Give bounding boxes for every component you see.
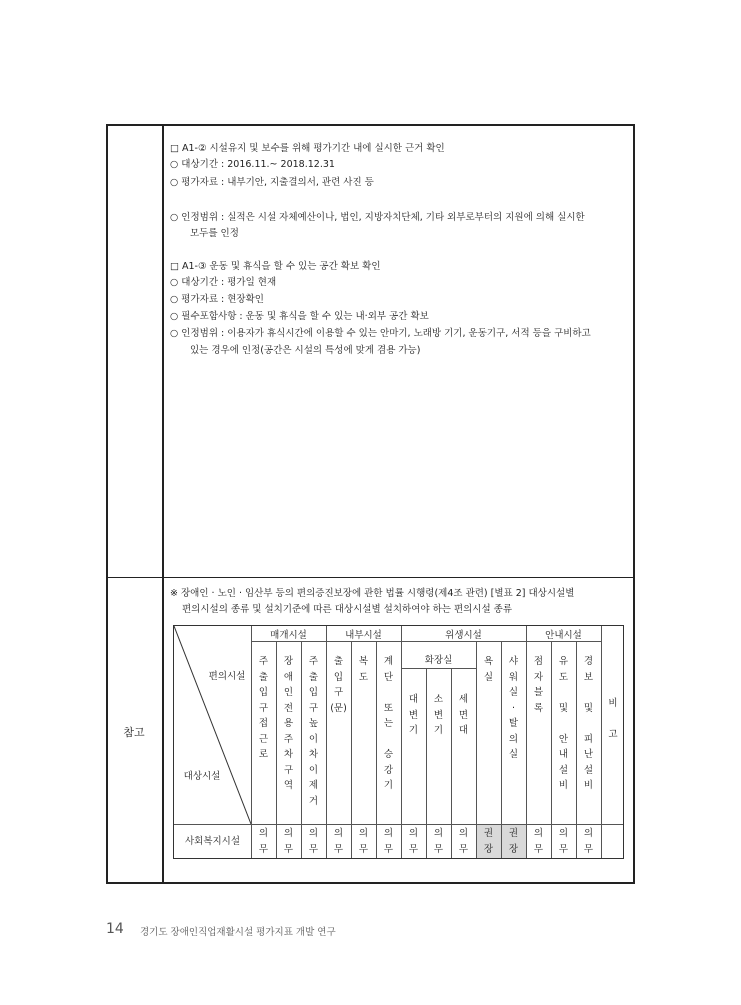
column-header-char: 전 <box>283 702 294 714</box>
group-header: 안내시설 <box>545 630 582 641</box>
column-header-char: 유 <box>558 656 569 667</box>
column-header-char: 블 <box>533 687 544 698</box>
column-header-char: 변 <box>408 709 419 721</box>
row-value: 무 <box>433 843 444 855</box>
column-header-char: 주 <box>283 733 294 745</box>
line-materials-2: ○ 평가자료 : 현장확인 <box>170 294 264 305</box>
column-header-char: 는 <box>383 718 394 729</box>
column-header-char: 샤 <box>508 656 519 667</box>
column-header-char: 도 <box>558 671 569 683</box>
row-value: 의 <box>408 828 419 839</box>
column-header-char: 장 <box>283 656 294 667</box>
column-header-char: 출 <box>258 671 269 683</box>
row-value: 무 <box>533 843 544 855</box>
column-header-char: 경 <box>583 656 594 667</box>
column-header-char: 구 <box>333 687 344 698</box>
grid-line <box>576 641 577 858</box>
row-value: 무 <box>308 843 319 855</box>
column-header-char: 탈 <box>508 718 519 729</box>
row-value: 의 <box>533 828 544 839</box>
column-header-char: 차 <box>308 749 319 760</box>
column-header-char: 계 <box>383 656 394 667</box>
grid-line <box>426 668 427 858</box>
group-header: 위생시설 <box>445 630 482 641</box>
row-value: 장 <box>508 843 519 855</box>
column-divider <box>162 124 164 884</box>
page-number: 14 <box>106 921 124 937</box>
column-header-char: 구 <box>308 702 319 714</box>
column-header-char: 승 <box>383 749 394 760</box>
line-materials: ○ 평가자료 : 내부기안, 지출결의서, 관련 사진 등 <box>170 177 374 188</box>
column-header-char: 거 <box>308 795 319 807</box>
line-a1-3-heading: □ A1-③ 운동 및 휴식을 할 수 있는 공간 확보 확인 <box>170 261 381 272</box>
column-header-char: 접 <box>258 718 269 729</box>
line-scope-cont: 모두를 인정 <box>190 228 239 239</box>
column-header-char: 기 <box>383 780 394 791</box>
row-value: 권 <box>508 828 519 839</box>
row-value: 의 <box>458 828 469 839</box>
column-header-char: 기 <box>408 725 419 736</box>
reference-label: 참고 <box>123 726 145 739</box>
column-header-char: 입 <box>308 687 319 698</box>
row-value: 의 <box>433 828 444 839</box>
row-value: 장 <box>483 843 494 855</box>
column-header-char: 자 <box>533 671 544 683</box>
column-header-char: 난 <box>583 749 594 760</box>
column-header-char: 인 <box>283 687 294 698</box>
column-header-char: 보 <box>583 671 594 683</box>
column-header-char: 소 <box>433 694 444 705</box>
grid-line <box>501 641 502 858</box>
column-header-char: 실 <box>508 749 519 760</box>
column-header-char: 내 <box>558 749 569 760</box>
grid-line <box>301 641 302 858</box>
line-period-2: ○ 대상기간 : 평가일 현재 <box>170 277 277 288</box>
grid-line <box>451 668 452 858</box>
restroom-header: 화장실 <box>424 655 453 666</box>
row-value: 무 <box>333 843 344 855</box>
column-header-char: 대 <box>408 694 419 705</box>
row-value: 무 <box>283 843 294 855</box>
row-value: 의 <box>558 828 569 839</box>
row-value: 무 <box>583 843 594 855</box>
column-header-char: · <box>511 702 516 714</box>
grid-line <box>551 641 552 858</box>
column-header-char: 용 <box>283 718 294 729</box>
grid-line <box>276 641 277 858</box>
group-header: 매개시설 <box>270 630 307 641</box>
line-period: ○ 대상기간 : 2016.11.~ 2018.12.31 <box>170 159 335 170</box>
column-header-char: (문) <box>330 702 347 714</box>
row-value: 무 <box>358 843 369 855</box>
column-header-char: 실 <box>483 671 494 683</box>
line-scope-2: ○ 인정범위 : 이용자가 휴식시간에 이용할 수 있는 안마기, 노래방 기기, 운동기구, 서적 등을 구비하고 <box>170 328 591 339</box>
column-header-char: 근 <box>258 733 269 745</box>
column-header-char: 또 <box>383 702 394 714</box>
corner-top-label: 편의시설 <box>208 671 246 682</box>
column-header-char: 출 <box>333 656 344 667</box>
note-line-1: ※ 장애인 · 노인 · 임산부 등의 편의증진보장에 관한 법률 시행령(제4조 관련) [별표 2] 대상시설별 <box>170 588 575 599</box>
column-header-char: 세 <box>458 694 469 705</box>
corner-diagonal <box>174 626 251 824</box>
column-header-char: 비 <box>558 780 569 791</box>
corner-bottom-label: 대상시설 <box>183 771 221 782</box>
row-value: 무 <box>408 843 419 855</box>
column-header-char: 및 <box>558 702 569 714</box>
row-value: 의 <box>358 828 369 839</box>
grid-line <box>476 641 477 858</box>
row-value: 무 <box>383 843 394 855</box>
column-header-char: 로 <box>258 749 269 760</box>
column-header-char: 주 <box>258 656 269 667</box>
grid-line <box>251 641 601 642</box>
column-header-char: 애 <box>283 671 294 683</box>
line-a1-2-heading: □ A1-② 시설유지 및 보수를 위해 평가기간 내에 실시한 근거 확인 <box>170 143 445 154</box>
column-header-char: 역 <box>283 780 294 791</box>
column-header-char: 입 <box>258 687 269 698</box>
row-value: 의 <box>383 828 394 839</box>
row-value: 의 <box>308 828 319 839</box>
column-header-char: 욕 <box>483 656 494 667</box>
column-header-char: 단 <box>383 671 394 683</box>
column-header-char: 출 <box>308 671 319 683</box>
row-value: 권 <box>483 828 494 839</box>
line-scope-2-cont: 있는 경우에 인정(공간은 시설의 특성에 맞게 겸용 가능) <box>190 345 421 356</box>
row-value: 무 <box>258 843 269 855</box>
column-header-char: 이 <box>308 764 319 776</box>
column-header-char: 설 <box>583 764 594 776</box>
row-value: 의 <box>583 828 594 839</box>
column-header-char: 변 <box>433 709 444 721</box>
row-value: 의 <box>258 828 269 839</box>
row-value: 의 <box>333 828 344 839</box>
column-header-char: 워 <box>508 671 519 683</box>
column-header-char: 제 <box>308 780 319 791</box>
column-header-char: 주 <box>308 656 319 667</box>
column-header-char: 고 <box>608 729 618 740</box>
grid-line <box>401 668 476 669</box>
column-header-char: 차 <box>283 749 294 760</box>
column-header-char: 도 <box>358 671 369 683</box>
line-scope: ○ 인정범위 : 실적은 시설 자체예산이나, 법인, 지방자치단체, 기타 외부로부터의 지원에 의해 실시한 <box>170 212 585 223</box>
line-required: ○ 필수포함사항 : 운동 및 휴식을 할 수 있는 내·외부 공간 확보 <box>170 311 429 322</box>
grid-line <box>351 641 352 858</box>
column-header-char: 비 <box>583 780 594 791</box>
column-header-char: 이 <box>308 733 319 745</box>
column-header-char: 높 <box>308 718 319 729</box>
group-header: 내부시설 <box>345 630 382 641</box>
row-value: 무 <box>458 843 469 855</box>
grid-line <box>174 824 623 825</box>
column-header-char: 실 <box>508 687 519 698</box>
column-header-char: 대 <box>458 725 469 736</box>
facility-table <box>173 625 624 859</box>
column-header-char: 및 <box>583 702 594 714</box>
row-value: 의 <box>283 828 294 839</box>
column-header-char: 록 <box>533 702 544 714</box>
footer-title: 경기도 장애인직업재활시설 평가지표 개발 연구 <box>140 927 336 938</box>
row-value: 무 <box>558 843 569 855</box>
column-header-char: 안 <box>558 733 569 745</box>
column-header-char: 점 <box>533 656 544 667</box>
column-header-char: 피 <box>583 733 594 745</box>
column-header-char: 구 <box>258 702 269 714</box>
row-label: 사회복지시설 <box>184 836 241 847</box>
column-header-char: 입 <box>333 671 344 683</box>
column-header-char: 강 <box>383 764 394 776</box>
note-line-2: 편의시설의 종류 및 설치기준에 따른 대상시설별 설치하여야 하는 편의시설 종류 <box>182 604 513 615</box>
column-header-char: 설 <box>558 764 569 776</box>
column-header-char: 의 <box>508 733 519 745</box>
row-divider <box>106 577 635 578</box>
column-header-char: 복 <box>358 656 369 667</box>
column-header-char: 기 <box>433 725 444 736</box>
column-header-char: 면 <box>458 709 469 721</box>
column-header-char: 비 <box>608 698 618 709</box>
grid-line <box>376 641 377 858</box>
column-header-char: 구 <box>283 764 294 776</box>
